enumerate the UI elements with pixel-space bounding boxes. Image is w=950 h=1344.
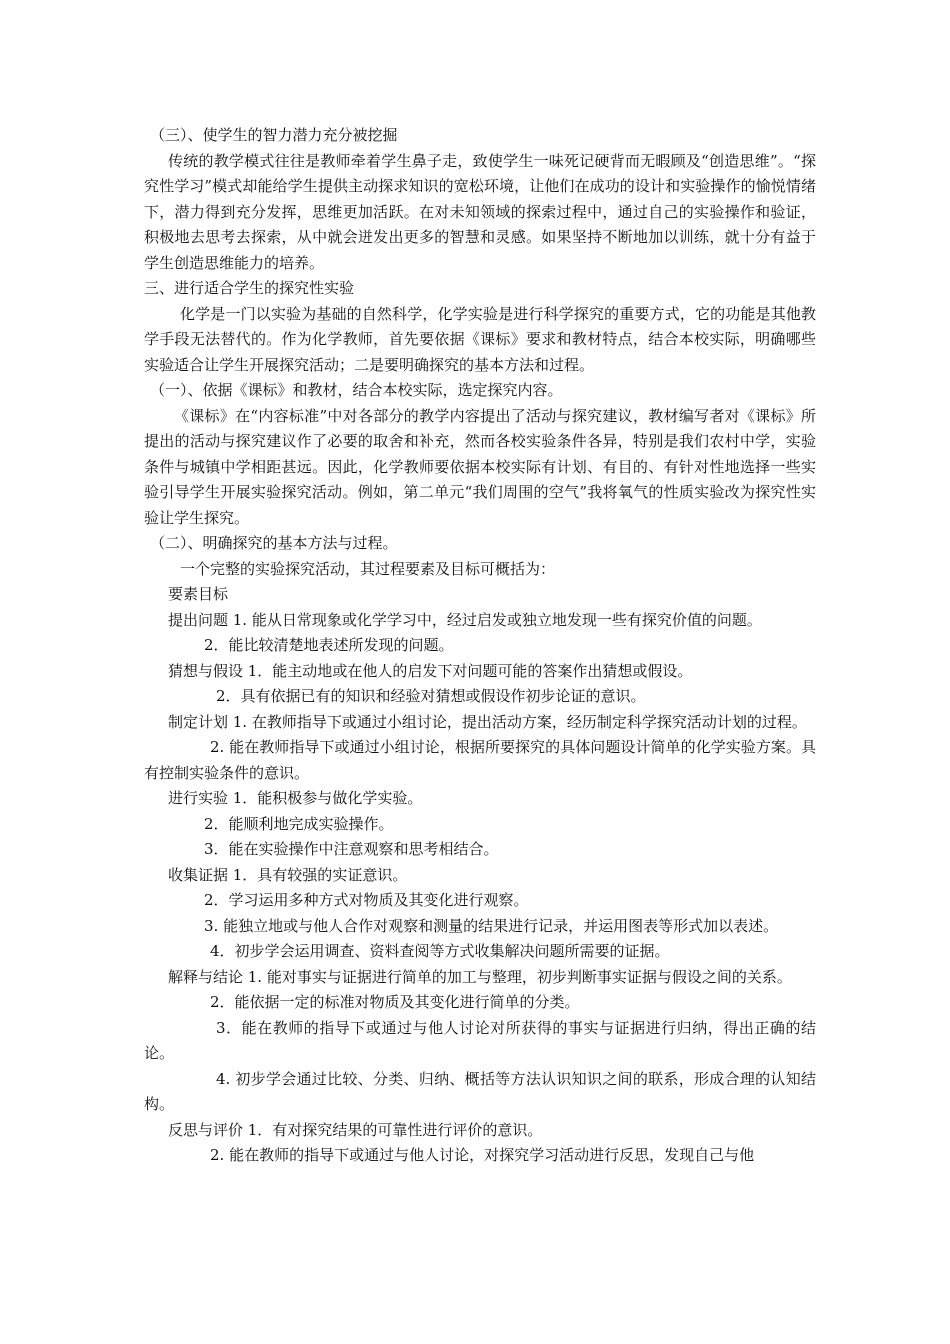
paragraph-p-2: 化学是一门以实验为基础的自然科学，化学实验是进行科学探究的重要方式，它的功能是其他教学手段无法替代的。作为化学教师，首先要依据《课标》要求和教材特点，结合本校实际，明确哪些实验适合让学生开展探究活动；二是要明确探究的基本方法和过程。 xyxy=(144,304,816,374)
paragraph-p-4: 一个完整的实验探究活动，其过程要素及目标可概括为： xyxy=(180,559,556,578)
paragraph-t-1-1: 提出问题 1. 能从日常现象或化学学习中，经过启发或独立地发现一些有探究价值的问题。 xyxy=(168,610,762,629)
paragraph-t-head: 要素目标 xyxy=(168,585,229,603)
paragraph-t-5-4: 4．初步学会运用调查、资料查阅等方式收集解决问题所需要的证据。 xyxy=(210,942,670,960)
paragraph-t-3-1: 制定计划 1. 在教师指导下或通过小组讨论，提出活动方案，经历制定科学探究活动计划的过程。 xyxy=(168,712,807,731)
paragraph-p-1: 传统的教学模式往往是教师牵着学生鼻子走，致使学生一味死记硬背而无暇顾及“创造思维”。“探究性学习”模式却能给学生提供主动探求知识的宽松环境，让他们在成功的设计和实验操作的愉悦情绪下，潜力得到充分发挥，思维更加活跃。在对未知领域的探索过程中，通过自己的实验操作和验证，积极地去思考去探索，从中就会迸发出更多的智慧和灵感。如果坚持不断地加以训练，就十分有益于学生创造思维能力的培养。 xyxy=(144,151,816,272)
paragraph-t-7-1: 反思与评价 1．有对探究结果的可靠性进行评价的意识。 xyxy=(168,1120,543,1139)
paragraph-p-3: 《课标》在“内容标准”中对各部分的教学内容提出了活动与探究建议，教材编写者对《课标》所提出的活动与探究建议作了必要的取舍和补充，然而各校实验条件各异，特别是我们农村中学，实验条件与城镇中学相距甚远。因此，化学教师要依据本校实际有计划、有目的、有针对性地选择一些实验引导学生开展实验探究活动。例如，第二单元“我们周围的空气”我将氧气的性质实验改为探究性实验让学生探究。 xyxy=(144,406,816,527)
paragraph-t-2-2: 2．具有依据已有的知识和经验对猜想或假设作初步论证的意识。 xyxy=(216,687,646,705)
paragraph-t-4-3: 3．能在实验操作中注意观察和思考相结合。 xyxy=(204,840,499,858)
paragraph-t-4-2: 2．能顺利地完成实验操作。 xyxy=(204,814,394,833)
paragraph-t-6-2: 2．能依据一定的标准对物质及其变化进行简单的分类。 xyxy=(210,993,580,1011)
paragraph-t-4-1: 进行实验 1．能积极参与做化学实验。 xyxy=(168,789,423,807)
paragraph-h-3c: （三）、使学生的智力潜力充分被挖掘 xyxy=(150,126,398,144)
paragraph-h-3-2: （二）、明确探究的基本方法与过程。 xyxy=(150,534,398,552)
paragraph-t-2-1: 猜想与假设 1．能主动地或在他人的启发下对问题可能的答案作出猜想或假设。 xyxy=(168,661,693,680)
paragraph-t-3-2: 2. 能在教师指导下或通过小组讨论，根据所要探究的具体问题设计简单的化学实验方案。具有控制实验条件的意识。 xyxy=(144,738,816,782)
paragraph-t-5-3: 3. 能独立地或与他人合作对观察和测量的结果进行记录，并运用图表等形式加以表述。 xyxy=(204,916,779,935)
document-body xyxy=(144,123,816,1169)
paragraph-t-5-2: 2．学习运用多种方式对物质及其变化进行观察。 xyxy=(204,891,529,909)
paragraph-h-3: 三、进行适合学生的探究性实验 xyxy=(144,279,355,297)
paragraph-t-6-1: 解释与结论 1. 能对事实与证据进行简单的加工与整理，初步判断事实证据与假设之间的关系。 xyxy=(168,967,792,986)
paragraph-t-6-3: 3．能在教师的指导下或通过与他人讨论对所获得的事实与证据进行归纳，得出正确的结论。 xyxy=(144,1018,816,1062)
paragraph-t-6-4: 4. 初步学会通过比较、分类、归纳、概括等方法认识知识之间的联系，形成合理的认知结构。 xyxy=(144,1069,816,1113)
paragraph-t-7-2: 2. 能在教师的指导下或通过与他人讨论，对探究学习活动进行反思，发现自己与他 xyxy=(210,1146,755,1164)
paragraph-h-3-1: （一）、依据《课标》和教材，结合本校实际，选定探究内容。 xyxy=(150,381,563,399)
paragraph-t-1-2: 2．能比较清楚地表述所发现的问题。 xyxy=(204,636,454,654)
paragraph-t-5-1: 收集证据 1．具有较强的实证意识。 xyxy=(168,865,408,884)
